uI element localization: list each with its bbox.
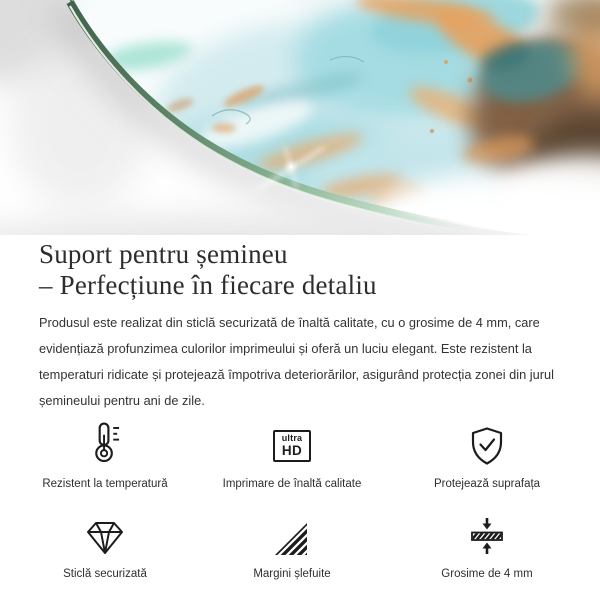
- page-title-line-2: – Perfecțiune în fiecare detaliu: [39, 270, 377, 300]
- feature-safety-glass: [30, 510, 180, 580]
- feature-label: Imprimare de înaltă calitate: [222, 478, 362, 490]
- features-grid: [30, 420, 570, 580]
- feature-thickness: [404, 510, 570, 580]
- feature-label: Rezistent la temperatură: [42, 478, 168, 490]
- feature-label: Sticlă securizată: [63, 568, 147, 580]
- ultra-hd-text-bottom: HD: [281, 443, 303, 459]
- page-title-line-1: Suport pentru șemineu: [39, 239, 288, 269]
- hero-section: [0, 0, 600, 235]
- thermometer-icon: [89, 420, 122, 466]
- feature-label: Margini șlefuite: [253, 568, 331, 580]
- shield-check-icon: [469, 420, 505, 466]
- feature-temperature: [30, 420, 180, 490]
- feature-polished-edges: [180, 510, 404, 580]
- feature-label: Protejează suprafața: [433, 478, 541, 490]
- page-title: [39, 239, 600, 301]
- feature-protection: [404, 420, 570, 490]
- ultra-hd-text-top: ultra: [281, 433, 303, 444]
- product-photo: [0, 0, 600, 235]
- feature-print-quality: [180, 420, 404, 490]
- product-description: Produsul este realizat din sticlă securizată de înaltă calitate, cu o grosime de 4 mm, care evidențiază profunzimea culorilor imprimeului și oferă un luciu elegant. Este rezistent la temperaturi ridicate și protejează împotriva deteriorărilor, asigurând protecția zonei din jurul șemineului pentru ani de zile.: [39, 315, 554, 408]
- polished-edges-icon: [274, 510, 310, 556]
- diamond-icon: [85, 510, 125, 556]
- ultra-hd-icon: [273, 420, 311, 466]
- feature-label: Grosime de 4 mm: [441, 568, 533, 580]
- thickness-4mm-icon: [469, 510, 505, 556]
